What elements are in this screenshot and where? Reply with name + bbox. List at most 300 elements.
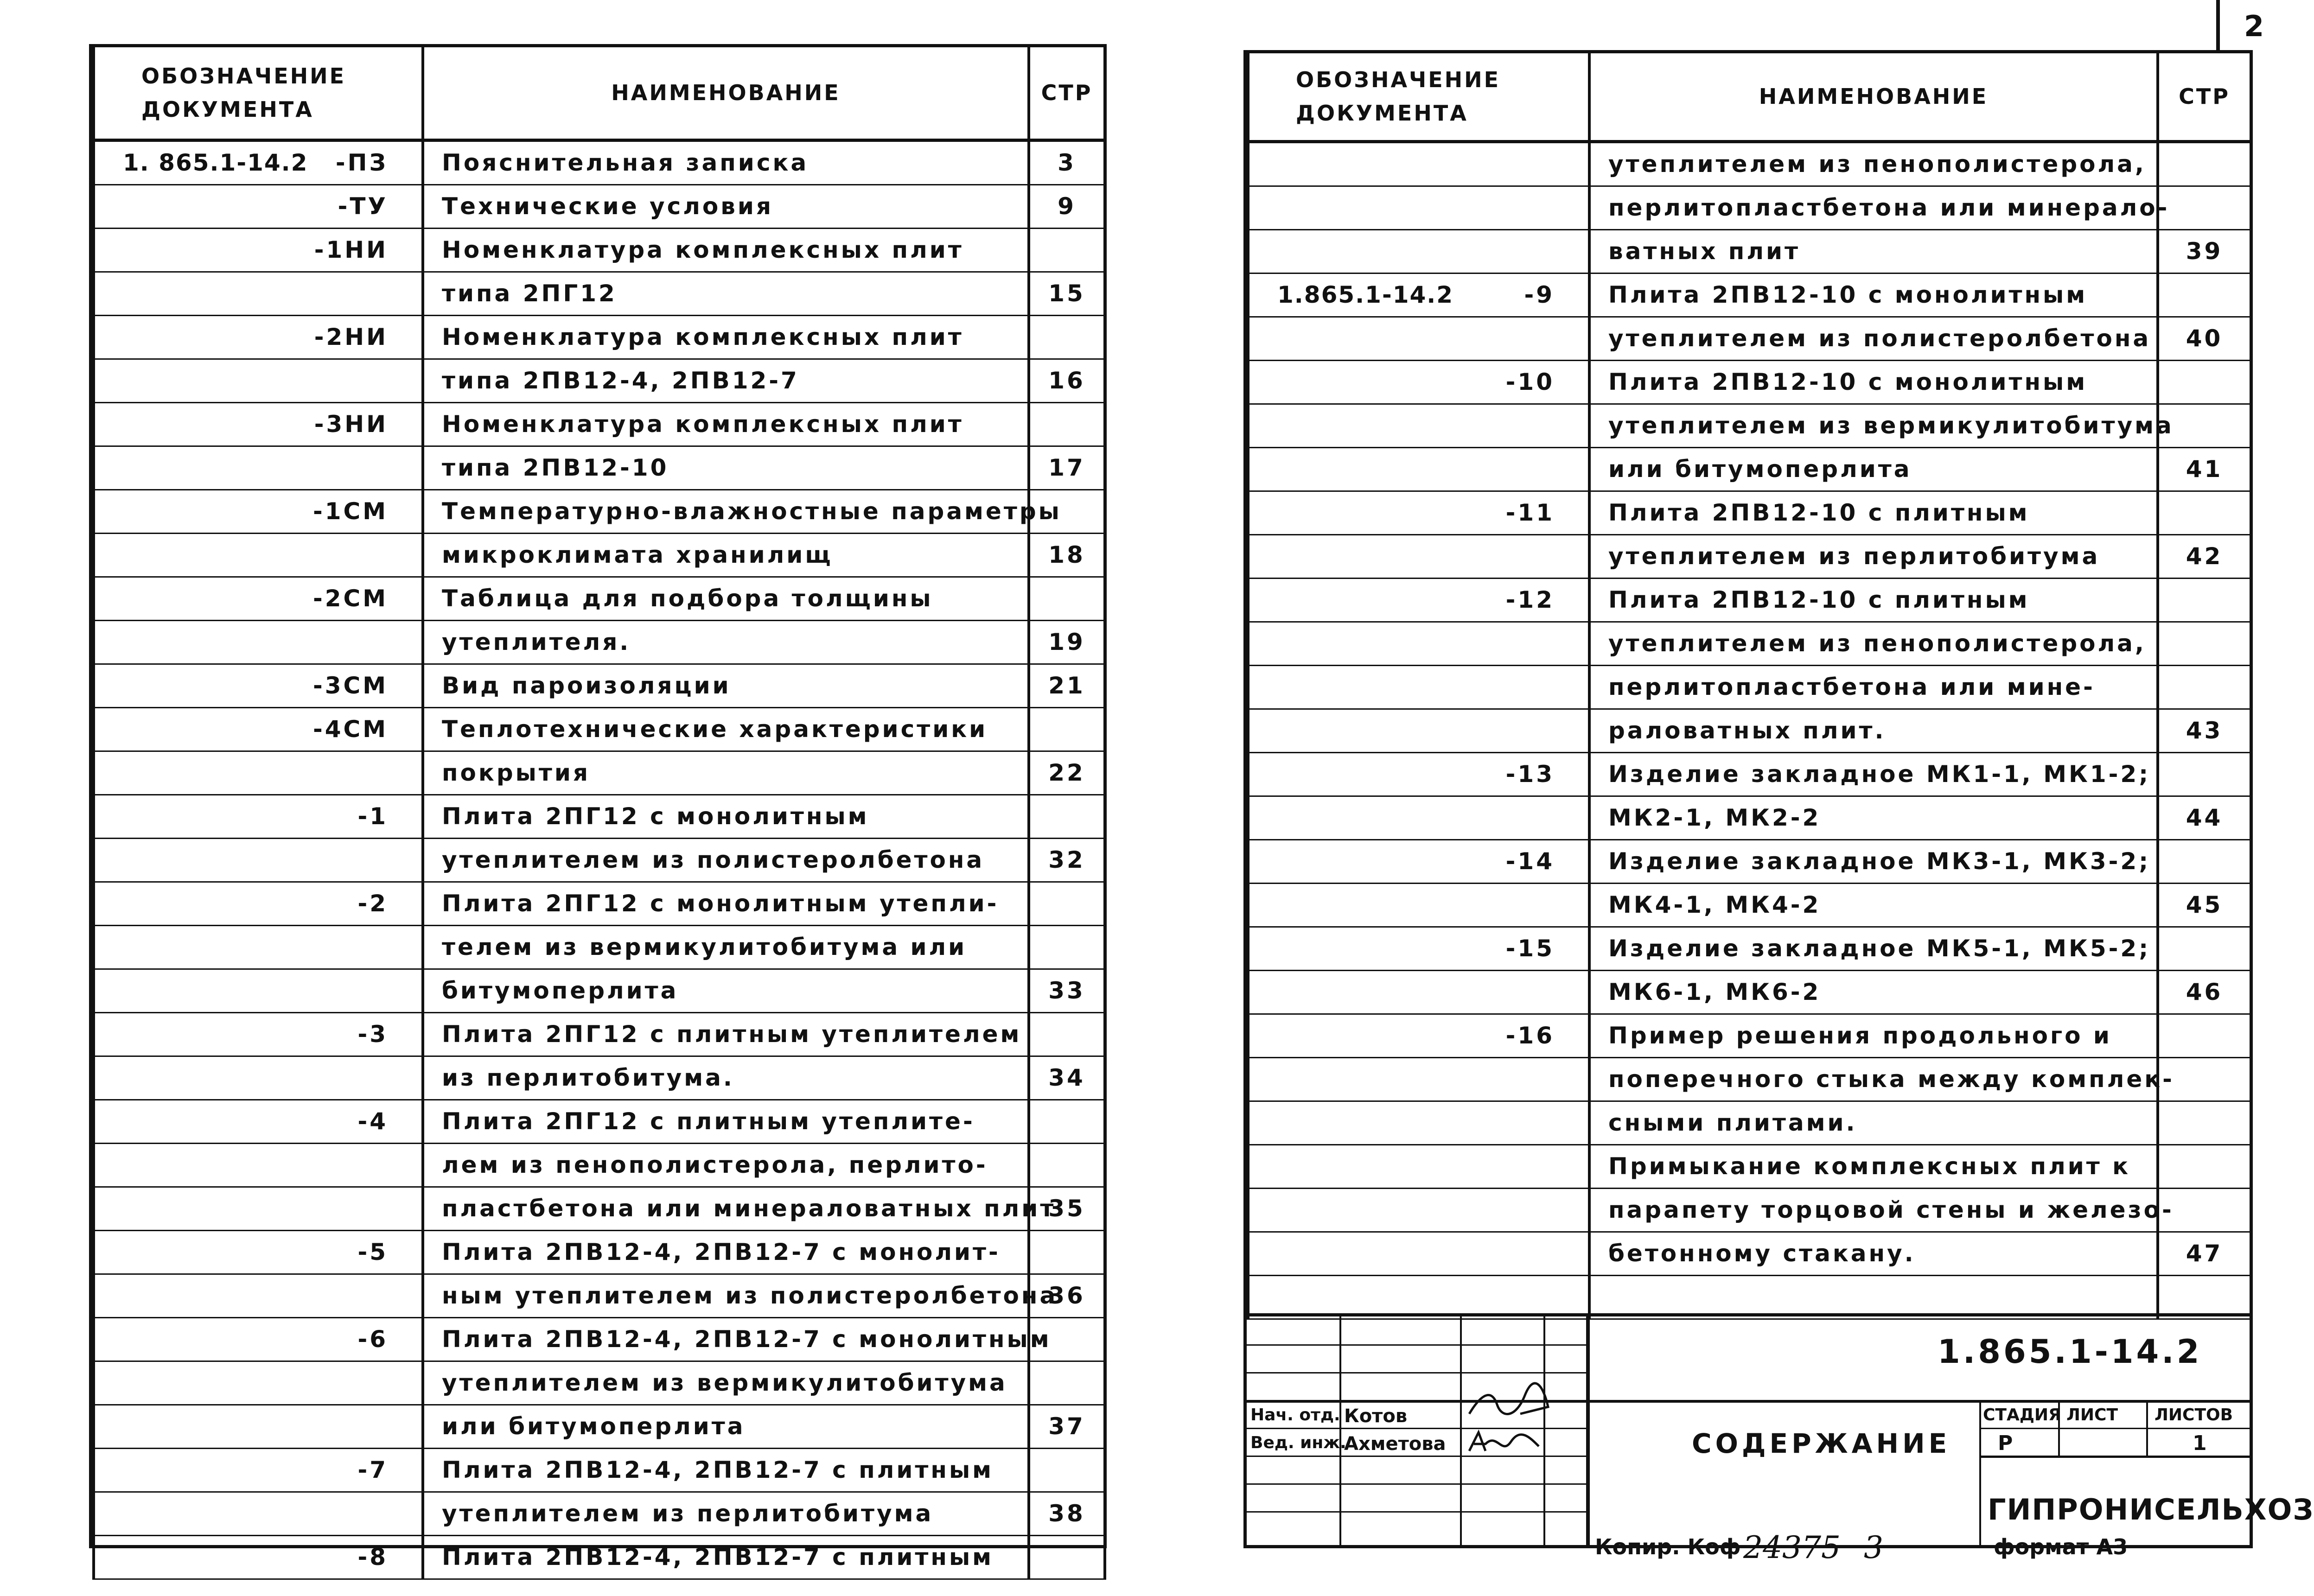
document-title: СОДЕРЖАНИЕ	[1692, 1428, 1951, 1459]
toc-row	[94, 1535, 1105, 1579]
row-page	[2158, 1275, 2251, 1319]
row-code: -3	[357, 1021, 388, 1048]
row-name: утеплителем из полистеролбетона	[423, 838, 1029, 882]
row-name: сными плитами.	[1589, 1101, 2158, 1145]
row-page	[2158, 186, 2251, 229]
row-name: Теплотехнические характеристики	[423, 707, 1029, 751]
row-designation	[94, 315, 423, 359]
row-page: 15	[1029, 272, 1105, 315]
header-page-right: СТР	[2158, 53, 2251, 141]
row-page	[1029, 1230, 1105, 1274]
toc-row	[1248, 1232, 2251, 1275]
toc-row	[1248, 970, 2251, 1014]
toc-row	[1248, 622, 2251, 665]
toc-row	[94, 490, 1105, 533]
toc-row	[94, 1187, 1105, 1230]
row-page: 42	[2158, 534, 2251, 578]
row-designation	[1248, 622, 1589, 665]
row-page	[2158, 491, 2251, 534]
row-designation	[1248, 1232, 1589, 1275]
toc-row	[1248, 186, 2251, 229]
row-designation	[94, 1448, 423, 1492]
row-designation	[94, 1230, 423, 1274]
toc-right-table	[1247, 53, 2252, 1320]
row-name: Температурно-влажностные параметры	[423, 490, 1029, 533]
row-designation	[1248, 404, 1589, 447]
row-name: типа 2ПГ12	[423, 272, 1029, 315]
tb-grid-line	[1247, 1344, 1586, 1346]
row-code: -15	[1505, 935, 1555, 962]
tb-grid-line	[1586, 1316, 1590, 1548]
row-name: утеплителем из перлитобитума	[423, 1492, 1029, 1535]
row-designation	[94, 1056, 423, 1100]
row-page	[2158, 752, 2251, 796]
row-name: МК6-1, МК6-2	[1589, 970, 2158, 1014]
row-designation	[94, 446, 423, 490]
row-designation	[1248, 1145, 1589, 1188]
row-page: 43	[2158, 709, 2251, 752]
row-page	[2158, 141, 2251, 186]
toc-row	[94, 707, 1105, 751]
row-name: микроклимата хранилищ	[423, 533, 1029, 577]
toc-row	[1248, 578, 2251, 622]
document-code: 1.865.1-14.2	[1938, 1333, 2202, 1371]
row-designation	[94, 490, 423, 533]
row-page	[2158, 360, 2251, 404]
row-designation	[94, 402, 423, 446]
row-page	[1029, 228, 1105, 272]
tb-grid-line	[1247, 1511, 1586, 1513]
row-name: поперечного стыка между комплек-	[1589, 1057, 2158, 1101]
toc-row	[94, 315, 1105, 359]
copied-label: Копир. Коф	[1595, 1534, 1741, 1559]
row-page: 47	[2158, 1232, 2251, 1275]
row-code: -12	[1505, 586, 1555, 613]
row-designation	[94, 1187, 423, 1230]
row-page	[2158, 622, 2251, 665]
row-page: 3	[1029, 140, 1105, 184]
row-name: перлитопластбетона или минерало-	[1589, 186, 2158, 229]
row-name: утеплителем из пенополистерола,	[1589, 141, 2158, 186]
row-name: утеплителем из вермикулитобитума	[1589, 404, 2158, 447]
row-name: МК4-1, МК4-2	[1589, 883, 2158, 927]
row-name: покрытия	[423, 751, 1029, 795]
row-name: МК2-1, МК2-2	[1589, 796, 2158, 839]
row-page: 37	[1029, 1405, 1105, 1448]
row-code: -1	[357, 803, 388, 830]
row-designation	[94, 1535, 423, 1579]
toc-right-panel	[1243, 50, 2314, 1548]
row-page	[2158, 578, 2251, 622]
row-code: -1СМ	[313, 498, 388, 525]
row-page: 18	[1029, 533, 1105, 577]
stage-value: Р	[1998, 1431, 2013, 1455]
row-page: 39	[2158, 229, 2251, 273]
sheet-number: 2	[2244, 9, 2264, 43]
row-page	[1029, 1535, 1105, 1579]
row-name: Изделие закладное МК5-1, МК5-2;	[1589, 927, 2158, 970]
toc-row	[94, 1056, 1105, 1100]
row-designation	[1248, 1014, 1589, 1057]
row-designation	[94, 707, 423, 751]
toc-row	[94, 751, 1105, 795]
row-page: 9	[1029, 184, 1105, 228]
tb-grid-line	[1460, 1316, 1462, 1548]
toc-row	[94, 925, 1105, 969]
row-designation	[94, 838, 423, 882]
row-designation	[1248, 186, 1589, 229]
toc-row	[94, 140, 1105, 184]
row-page: 36	[1029, 1274, 1105, 1317]
row-code: -16	[1505, 1022, 1555, 1049]
tb-role-1: Нач. отд.	[1250, 1405, 1340, 1424]
row-name: Плита 2ПВ12-10 с плитным	[1589, 578, 2158, 622]
toc-row	[1248, 141, 2251, 186]
row-name: Пример решения продольного и	[1589, 1014, 2158, 1057]
toc-row	[1248, 1101, 2251, 1145]
row-name: Вид пароизоляции	[423, 664, 1029, 707]
row-name: ным утеплителем из полистеролбетона	[423, 1274, 1029, 1317]
toc-row	[1248, 752, 2251, 796]
tb-grid-line	[1339, 1316, 1341, 1548]
tb-grid-line	[1979, 1456, 2250, 1458]
row-page	[1029, 402, 1105, 446]
row-code: -2	[357, 890, 388, 917]
row-designation	[94, 620, 423, 664]
row-name: из перлитобитума.	[423, 1056, 1029, 1100]
row-designation	[1248, 1057, 1589, 1101]
toc-row	[1248, 447, 2251, 491]
toc-row	[94, 1274, 1105, 1317]
row-designation	[1248, 1275, 1589, 1319]
tb-grid-line	[1543, 1316, 1545, 1548]
row-designation	[94, 1100, 423, 1143]
row-designation	[94, 1143, 423, 1187]
row-designation	[94, 140, 423, 184]
row-designation	[1248, 317, 1589, 360]
row-page	[1029, 577, 1105, 620]
row-page	[1029, 1448, 1105, 1492]
row-page	[2158, 1101, 2251, 1145]
toc-row	[94, 1012, 1105, 1056]
row-page	[1029, 315, 1105, 359]
toc-row	[94, 838, 1105, 882]
row-designation	[1248, 491, 1589, 534]
row-designation	[1248, 883, 1589, 927]
row-name: лем из пенополистерола, перлито-	[423, 1143, 1029, 1187]
row-page: 33	[1029, 969, 1105, 1012]
row-code: -4СМ	[313, 716, 388, 743]
row-name: телем из вермикулитобитума или	[423, 925, 1029, 969]
row-designation	[94, 751, 423, 795]
row-base-code: 1. 865.1-14.2	[123, 149, 308, 176]
row-name: Плита 2ПВ12-4, 2ПВ12-7 с плитным	[423, 1448, 1029, 1492]
row-designation	[1248, 709, 1589, 752]
toc-left-panel	[89, 44, 1107, 1571]
row-page	[2158, 665, 2251, 709]
row-designation	[94, 1492, 423, 1535]
toc-row	[1248, 839, 2251, 883]
archive-suffix: 3	[1864, 1530, 1883, 1565]
toc-row	[94, 577, 1105, 620]
row-name: Изделие закладное МК1-1, МК1-2;	[1589, 752, 2158, 796]
toc-row	[94, 969, 1105, 1012]
row-designation	[1248, 360, 1589, 404]
header-page: СТР	[1029, 47, 1105, 140]
stage-label: СТАДИЯ	[1983, 1405, 2061, 1424]
row-name: Плита 2ПГ12 с плитным утеплителем	[423, 1012, 1029, 1056]
toc-row	[1248, 1057, 2251, 1101]
row-name: Таблица для подбора толщины	[423, 577, 1029, 620]
tb-grid-line	[1247, 1400, 2250, 1403]
row-designation	[1248, 229, 1589, 273]
toc-row	[94, 1361, 1105, 1405]
toc-row	[94, 1492, 1105, 1535]
row-page: 40	[2158, 317, 2251, 360]
toc-row	[1248, 1188, 2251, 1232]
row-code: -10	[1505, 369, 1555, 395]
row-designation	[94, 882, 423, 925]
organization: ГИПРОНИСЕЛЬХОЗ	[1988, 1493, 2314, 1526]
row-code: -7	[357, 1456, 388, 1483]
row-code: -13	[1505, 761, 1555, 788]
row-designation	[94, 228, 423, 272]
tb-role-2: Вед. инж.	[1250, 1433, 1346, 1452]
row-name: Номенклатура комплексных плит	[423, 402, 1029, 446]
header-name: НАИМЕНОВАНИЕ	[423, 47, 1029, 140]
row-name: утеплителем из пенополистерола,	[1589, 622, 2158, 665]
row-name: утеплителя.	[423, 620, 1029, 664]
row-name: ватных плит	[1589, 229, 2158, 273]
row-page	[1029, 707, 1105, 751]
row-designation	[1248, 796, 1589, 839]
row-name: бетонному стакану.	[1589, 1232, 2158, 1275]
tb-grid-line	[1979, 1428, 2250, 1429]
toc-row	[94, 1317, 1105, 1361]
row-name: Изделие закладное МК3-1, МК3-2;	[1589, 839, 2158, 883]
row-designation	[94, 1274, 423, 1317]
toc-row	[94, 228, 1105, 272]
row-designation	[94, 664, 423, 707]
row-name: утеплителем из вермикулитобитума	[423, 1361, 1029, 1405]
toc-row	[1248, 1014, 2251, 1057]
tb-grid-line	[1247, 1372, 1586, 1373]
row-page	[2158, 1145, 2251, 1188]
toc-row	[94, 664, 1105, 707]
row-name: Плита 2ПГ12 с плитным утеплите-	[423, 1100, 1029, 1143]
header-designation-right: ОБОЗНАЧЕНИЕ ДОКУМЕНТА	[1248, 53, 1589, 141]
toc-row	[94, 533, 1105, 577]
row-name: Плита 2ПВ12-10 с монолитным	[1589, 360, 2158, 404]
header-designation: ОБОЗНАЧЕНИЕ ДОКУМЕНТА	[94, 47, 423, 140]
toc-row	[94, 1405, 1105, 1448]
format-label: формат А3	[1994, 1534, 2128, 1559]
row-name: Пояснительная записка	[423, 140, 1029, 184]
sheet-number-separator	[2216, 0, 2220, 51]
signature-1	[1465, 1381, 1557, 1428]
toc-left-body	[94, 140, 1105, 1579]
row-name: Плита 2ПГ12 с монолитным	[423, 795, 1029, 838]
header-name-right: НАИМЕНОВАНИЕ	[1589, 53, 2158, 141]
row-code: -9	[1524, 281, 1555, 308]
row-page: 17	[1029, 446, 1105, 490]
toc-row	[1248, 317, 2251, 360]
toc-row	[94, 184, 1105, 228]
row-code: -8	[357, 1544, 388, 1571]
toc-row	[1248, 1145, 2251, 1188]
row-designation	[94, 969, 423, 1012]
row-designation	[1248, 1101, 1589, 1145]
row-code: -4	[357, 1108, 388, 1135]
row-designation	[1248, 752, 1589, 796]
title-block	[1247, 1313, 2314, 1548]
row-page	[1029, 1143, 1105, 1187]
row-name: парапету торцовой стены и железо-	[1589, 1188, 2158, 1232]
row-page: 34	[1029, 1056, 1105, 1100]
row-designation	[94, 272, 423, 315]
row-designation	[1248, 141, 1589, 186]
toc-row	[1248, 709, 2251, 752]
sheets-value: 1	[2193, 1431, 2207, 1455]
toc-row	[94, 795, 1105, 838]
row-name: Плита 2ПВ12-4, 2ПВ12-7 с монолит-	[423, 1230, 1029, 1274]
row-name: Примыкание комплексных плит к	[1589, 1145, 2158, 1188]
row-page: 35	[1029, 1187, 1105, 1230]
row-name: Плита 2ПВ12-10 с плитным	[1589, 491, 2158, 534]
row-code: -6	[357, 1326, 388, 1353]
row-name: раловатных плит.	[1589, 709, 2158, 752]
row-page	[1029, 882, 1105, 925]
row-designation	[1248, 970, 1589, 1014]
row-name: типа 2ПВ12-4, 2ПВ12-7	[423, 359, 1029, 402]
row-designation	[94, 533, 423, 577]
toc-row	[1248, 665, 2251, 709]
row-designation	[1248, 534, 1589, 578]
row-page: 41	[2158, 447, 2251, 491]
row-base-code: 1.865.1-14.2	[1277, 281, 1454, 308]
row-page	[1029, 1100, 1105, 1143]
toc-row	[94, 446, 1105, 490]
toc-row	[94, 1100, 1105, 1143]
toc-row	[94, 1143, 1105, 1187]
row-code: -3СМ	[313, 672, 388, 699]
row-name: Плита 2ПГ12 с монолитным утепли-	[423, 882, 1029, 925]
row-page	[2158, 927, 2251, 970]
toc-row	[94, 620, 1105, 664]
tb-person-1: Котов	[1344, 1405, 1408, 1427]
toc-row	[94, 1230, 1105, 1274]
row-designation	[1248, 273, 1589, 317]
row-code: -1НИ	[314, 236, 388, 263]
row-name	[1589, 1275, 2158, 1319]
row-page: 22	[1029, 751, 1105, 795]
row-designation	[94, 359, 423, 402]
row-page: 38	[1029, 1492, 1105, 1535]
row-name: Плита 2ПВ12-4, 2ПВ12-7 с монолитным	[423, 1317, 1029, 1361]
row-page	[2158, 1014, 2251, 1057]
row-name: Номенклатура комплексных плит	[423, 315, 1029, 359]
row-page: 32	[1029, 838, 1105, 882]
row-designation	[94, 577, 423, 620]
tb-grid-line	[1979, 1400, 1981, 1548]
row-name: Плита 2ПВ12-10 с монолитным	[1589, 273, 2158, 317]
toc-row	[1248, 229, 2251, 273]
row-page: 45	[2158, 883, 2251, 927]
sheet-label: ЛИСТ	[2066, 1405, 2118, 1424]
row-designation	[94, 925, 423, 969]
row-designation	[94, 1361, 423, 1405]
row-page	[2158, 839, 2251, 883]
toc-row	[1248, 927, 2251, 970]
row-designation	[1248, 578, 1589, 622]
row-name: перлитопластбетона или мине-	[1589, 665, 2158, 709]
toc-row	[94, 402, 1105, 446]
row-designation	[94, 795, 423, 838]
row-designation	[94, 184, 423, 228]
row-code: -14	[1505, 848, 1555, 875]
row-name: Номенклатура комплексных плит	[423, 228, 1029, 272]
row-code: -5	[357, 1239, 388, 1265]
toc-row	[94, 359, 1105, 402]
row-name: типа 2ПВ12-10	[423, 446, 1029, 490]
row-designation	[1248, 1188, 1589, 1232]
toc-row	[1248, 273, 2251, 317]
toc-left-table	[92, 47, 1106, 1580]
row-name: битумоперлита	[423, 969, 1029, 1012]
row-page	[1029, 925, 1105, 969]
toc-row	[1248, 883, 2251, 927]
row-name: утеплителем из перлитобитума	[1589, 534, 2158, 578]
row-code: -ПЗ	[335, 149, 388, 176]
row-page: 44	[2158, 796, 2251, 839]
signature-2	[1465, 1428, 1543, 1460]
toc-row	[1248, 404, 2251, 447]
row-name: Технические условия	[423, 184, 1029, 228]
tb-person-2: Ахметова	[1344, 1433, 1446, 1455]
toc-row	[94, 1448, 1105, 1492]
row-page: 21	[1029, 664, 1105, 707]
toc-row	[1248, 491, 2251, 534]
row-designation	[1248, 447, 1589, 491]
toc-row	[1248, 360, 2251, 404]
row-code: -11	[1505, 499, 1555, 526]
row-page	[1029, 795, 1105, 838]
row-page	[1029, 1012, 1105, 1056]
row-designation	[94, 1012, 423, 1056]
row-designation	[1248, 839, 1589, 883]
row-code: -ТУ	[338, 193, 388, 220]
row-page: 46	[2158, 970, 2251, 1014]
row-page	[2158, 273, 2251, 317]
row-page: 19	[1029, 620, 1105, 664]
row-code: -2НИ	[314, 324, 388, 350]
row-designation	[1248, 927, 1589, 970]
toc-right-body	[1248, 141, 2251, 1319]
tb-grid-line	[1247, 1483, 1586, 1485]
row-name: утеплителем из полистеролбетона	[1589, 317, 2158, 360]
row-code: -3НИ	[314, 411, 388, 438]
row-designation	[94, 1317, 423, 1361]
row-designation	[94, 1405, 423, 1448]
toc-row	[1248, 534, 2251, 578]
row-code: -2СМ	[313, 585, 388, 612]
row-designation	[1248, 665, 1589, 709]
toc-row	[1248, 796, 2251, 839]
row-name: пластбетона или минераловатных плит	[423, 1187, 1029, 1230]
row-name: или битумоперлита	[1589, 447, 2158, 491]
row-name: Плита 2ПВ12-4, 2ПВ12-7 с плитным	[423, 1535, 1029, 1579]
row-page	[1029, 1361, 1105, 1405]
